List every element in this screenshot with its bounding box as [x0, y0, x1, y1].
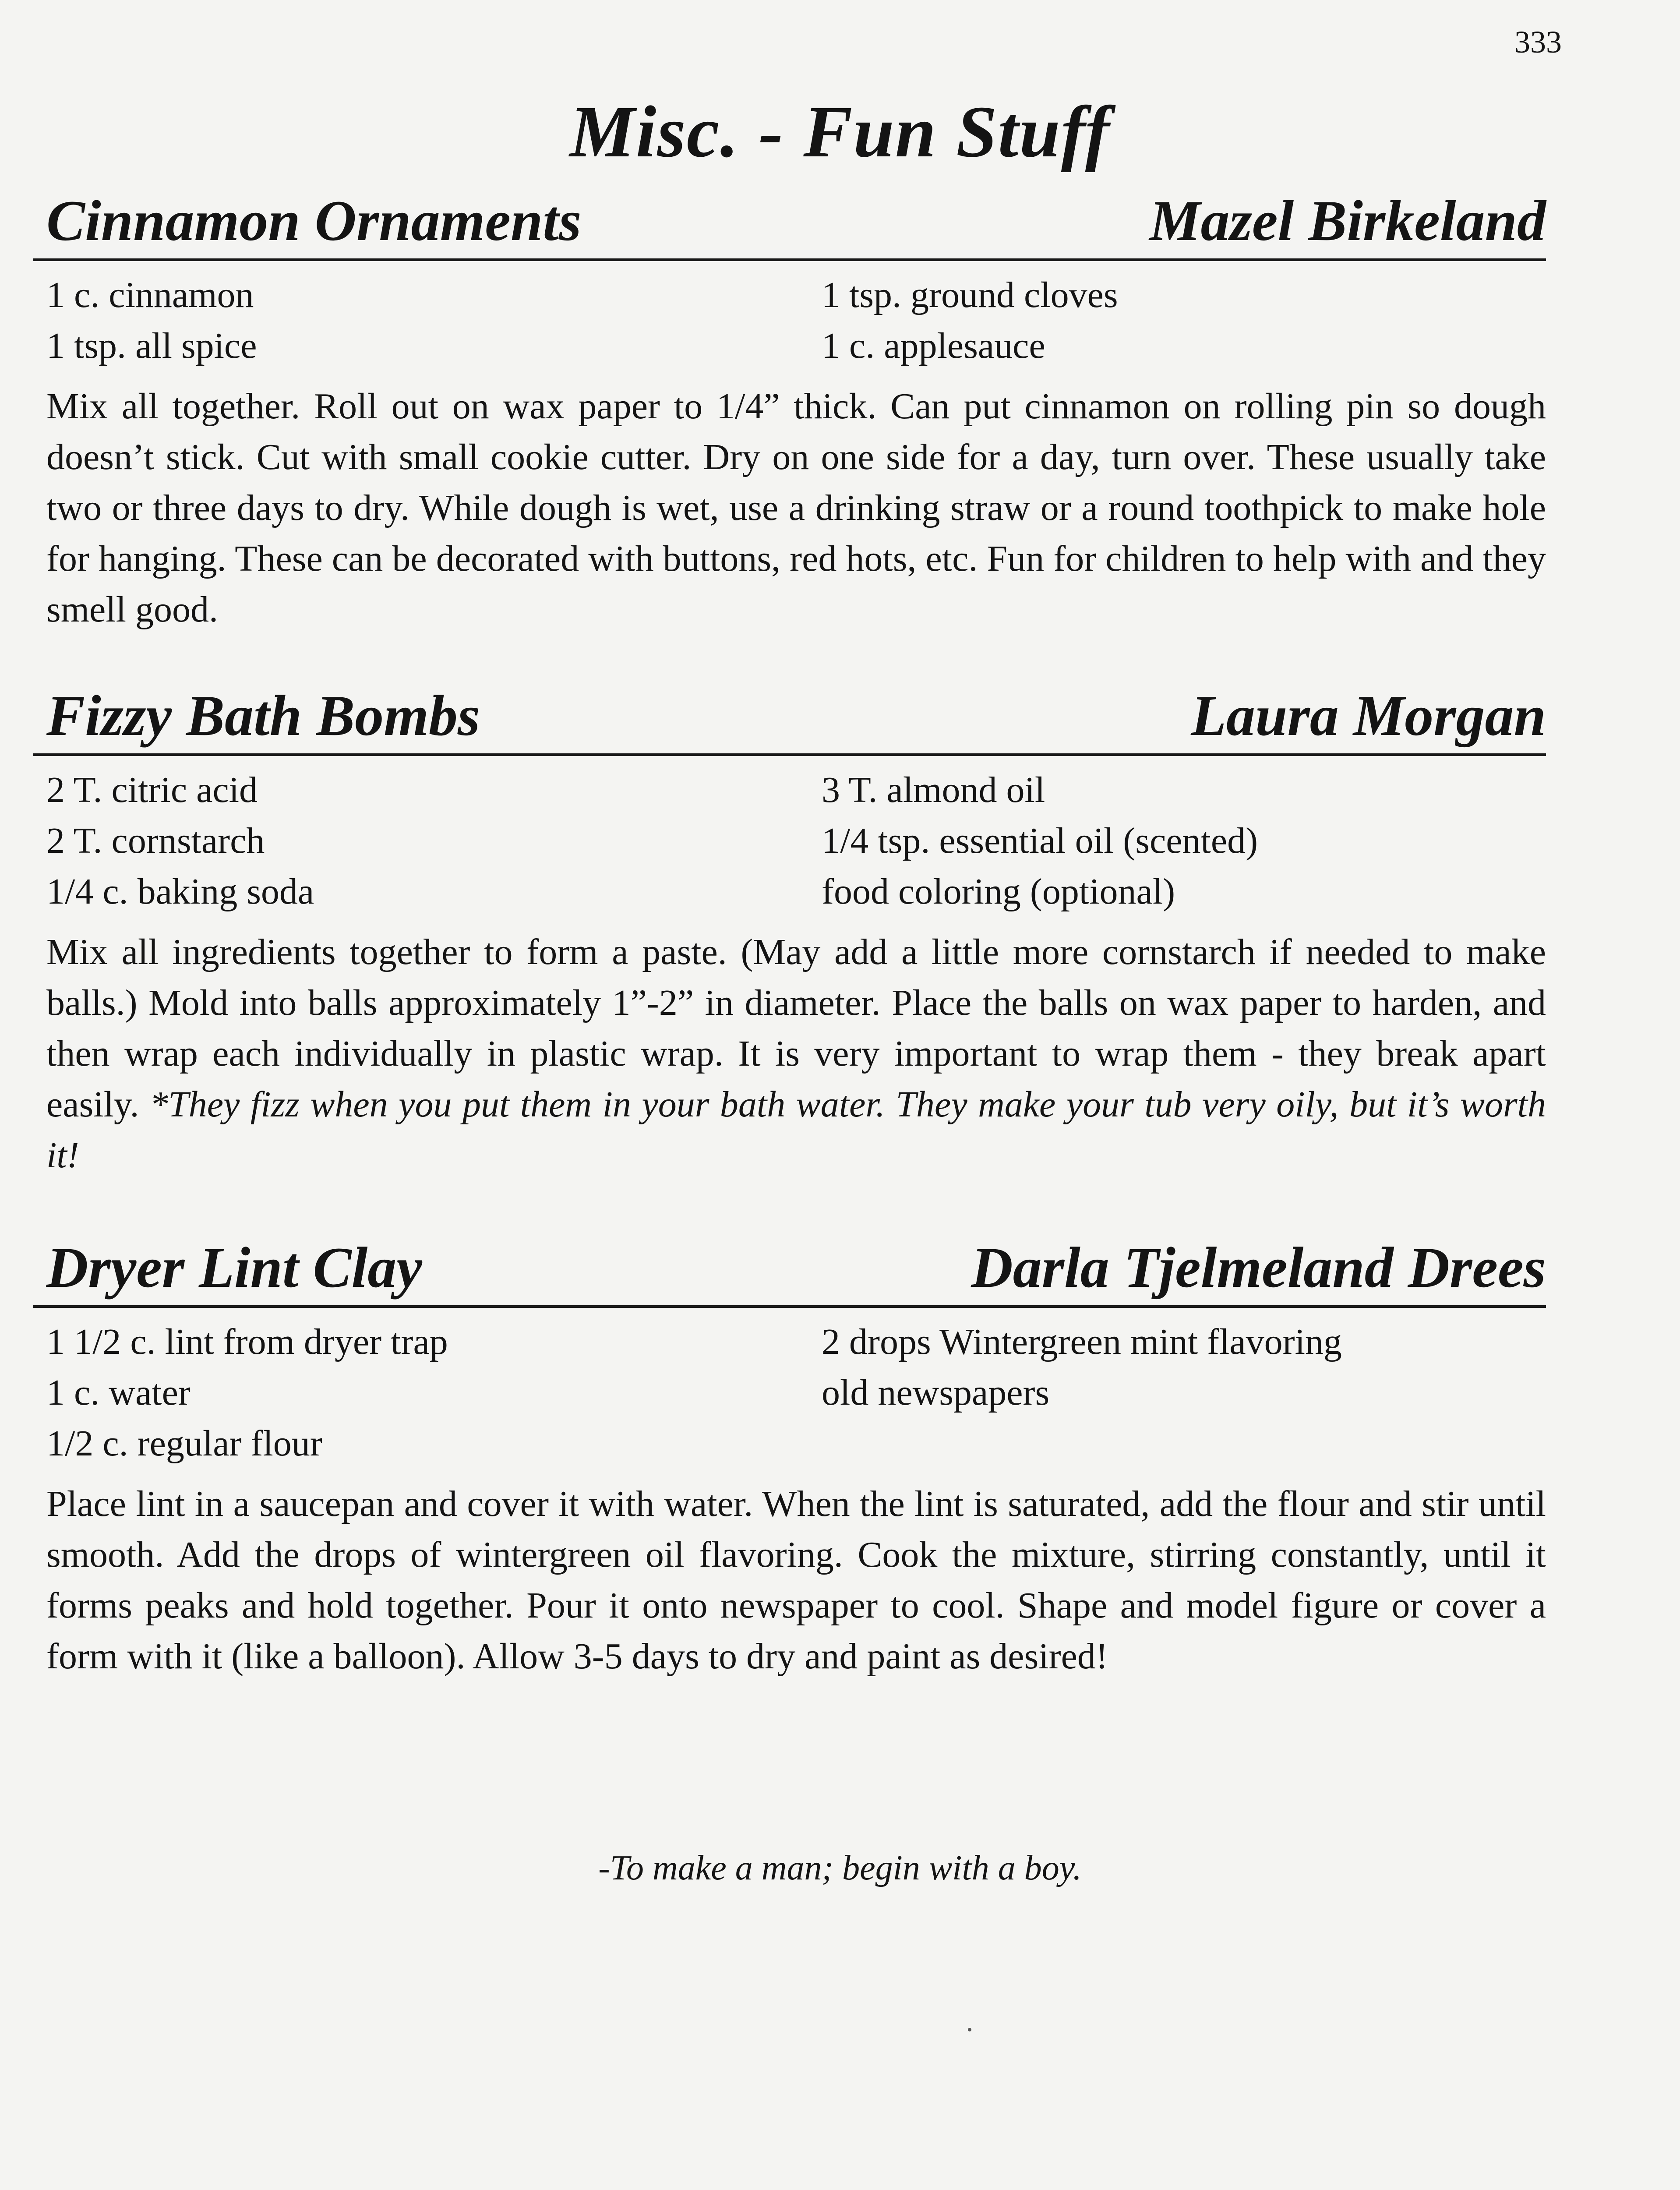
ingredient-item: 2 T. citric acid — [46, 770, 258, 810]
ingredient-item: 1 1/2 c. lint from dryer trap — [46, 1321, 448, 1362]
footer-quote: -To make a man; begin with a boy. — [598, 1849, 1082, 1887]
ingredient-column-right — [822, 765, 1546, 917]
ingredient-item: old newspapers — [822, 1372, 1050, 1413]
ingredient-item: 2 T. cornstarch — [46, 820, 265, 861]
recipe-directions — [33, 381, 1546, 635]
recipe-header — [33, 1204, 1546, 1308]
recipe-title: Dryer Lint Clay — [46, 1235, 422, 1300]
ingredient-column-right — [822, 1317, 1546, 1469]
ingredient-item: 1/4 tsp. essential oil (scented) — [822, 820, 1258, 861]
ingredient-column-left — [46, 1317, 822, 1469]
ingredient-list — [33, 270, 1546, 371]
ingredient-item: 1/2 c. regular flour — [46, 1423, 322, 1464]
chapter-title: Misc. - Fun Stuff — [569, 91, 1111, 173]
ingredient-item: 2 drops Wintergreen mint flavoring — [822, 1321, 1342, 1362]
ingredient-item: 1 c. water — [46, 1372, 191, 1413]
recipe-author: Darla Tjelmeland Drees — [971, 1235, 1546, 1300]
recipe-fizzy-bath-bombs — [33, 653, 1546, 1181]
recipe-cinnamon-ornaments — [33, 158, 1546, 635]
directions-note: *They fizz when you put them in your bath water. They make your tub very oily, but it’s worth it! — [46, 1084, 1546, 1176]
recipe-author: Mazel Birkeland — [1149, 188, 1546, 253]
ingredient-item: 1 c. cinnamon — [46, 275, 254, 315]
page-number: 333 — [1514, 25, 1562, 60]
recipe-directions — [33, 927, 1546, 1181]
directions-text: Mix all ingredients together to form a paste. (May add a little more cornstarch if needed to make balls.) Mold into balls approximately 1”-2” in diameter. Place the balls on wax paper to harden, and then wrap each individually in plastic wrap. It is very important to wrap them - they break apart easily. — [46, 932, 1546, 1125]
ingredient-column-left — [46, 765, 822, 917]
ingredient-item: 1/4 c. baking soda — [46, 871, 314, 912]
recipe-title: Fizzy Bath Bombs — [46, 683, 480, 748]
stray-mark — [968, 2028, 971, 2031]
recipe-author: Laura Morgan — [1191, 683, 1546, 748]
recipe-dryer-lint-clay — [33, 1204, 1546, 1682]
ingredient-item: 3 T. almond oil — [822, 770, 1045, 810]
ingredient-item: 1 tsp. ground cloves — [822, 275, 1118, 315]
recipe-directions — [33, 1479, 1546, 1682]
directions-text: Mix all together. Roll out on wax paper to 1/4” thick. Can put cinnamon on rolling pin so dough doesn’t stick. Cut with small cookie cutter. Dry on one side for a day, turn over. These usually take two or three days to dry. While dough is wet, use a drinking straw or a round toothpick to make hole for hanging. These can be decorated with buttons, red hots, etc. Fun for children to help with and they smell good. — [46, 386, 1546, 630]
ingredient-item: 1 c. applesauce — [822, 325, 1045, 366]
directions-text: Place lint in a saucepan and cover it with water. When the lint is saturated, add the flour and stir until smooth. Add the drops of wintergreen oil flavoring. Cook the mixture, stirring constantly, until it forms peaks and hold together. Pour it onto newspaper to cool. Shape and model figure or cover a form with it (like a balloon). Allow 3-5 days to dry and paint as desired! — [46, 1484, 1546, 1677]
ingredient-list — [33, 765, 1546, 917]
recipe-title: Cinnamon Ornaments — [46, 188, 582, 253]
ingredient-column-left — [46, 270, 822, 371]
recipe-header — [33, 653, 1546, 756]
ingredient-list — [33, 1317, 1546, 1469]
ingredient-item: 1 tsp. all spice — [46, 325, 257, 366]
ingredient-item: food coloring (optional) — [822, 871, 1175, 912]
ingredient-column-right — [822, 270, 1546, 371]
recipe-header — [33, 158, 1546, 261]
